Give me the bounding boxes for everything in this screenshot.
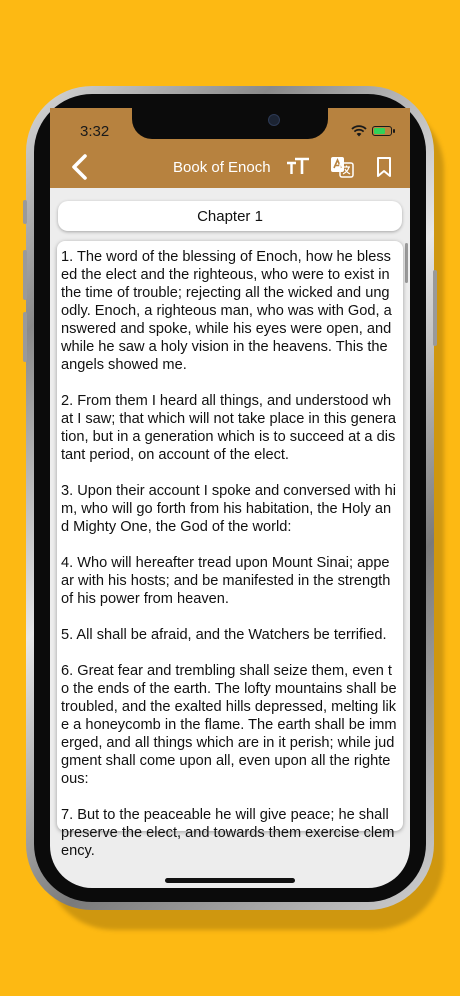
scrollbar[interactable]	[405, 243, 408, 283]
verse-1: 1. The word of the blessing of Enoch, how he blessed the elect and the righteous, who were to exist in the time of trouble; rejecting all the wicked and ungodly. Enoch, a righteous man, who was with God, answered and spoke, while his eyes were open, and while he saw a holy vision in the heavens. This the angels showed me.	[61, 249, 392, 373]
translate-icon[interactable]	[330, 156, 354, 178]
nav-bar	[50, 108, 410, 188]
volume-up-button	[23, 250, 27, 300]
verse-3: 3. Upon their account I spoke and conversed with him, who will go forth from his habitation, the Holy and Mighty One, the God of the world:	[61, 483, 397, 535]
page-title: Book of Enoch	[173, 159, 271, 176]
volume-down-button	[23, 312, 27, 362]
verse-4: 4. Who will hereafter tread upon Mount Sinai; appear with his hosts; and be manifested in the strength of his power from heaven.	[61, 555, 391, 607]
status-icons	[351, 125, 392, 137]
bookmark-icon[interactable]	[372, 156, 396, 178]
front-camera	[268, 114, 280, 126]
chapter-header	[58, 201, 402, 231]
notch	[132, 108, 328, 139]
verse-5: 5. All shall be afraid, and the Watchers be terrified.	[61, 627, 387, 643]
app-screen	[50, 108, 410, 888]
verse-2: 2. From them I heard all things, and understood what I saw; that which will not take place in this generation, but in a generation which is to succeed at a distant period, on account of the elect.	[61, 393, 397, 463]
home-indicator[interactable]	[165, 878, 295, 883]
text-size-icon[interactable]	[286, 156, 310, 178]
mute-switch	[23, 200, 27, 224]
chapter-text-panel[interactable]	[57, 241, 403, 859]
battery-icon	[372, 126, 392, 136]
back-chevron-icon[interactable]	[66, 152, 92, 182]
chapter-title: Chapter 1	[197, 207, 263, 225]
power-button	[433, 270, 437, 346]
status-time: 3:32	[80, 123, 110, 140]
verse-7: 7. But to the peaceable he will give peace; he shall preserve the elect, and towards them exercise clemency.	[61, 807, 395, 859]
wifi-icon	[351, 125, 367, 137]
verse-6: 6. Great fear and trembling shall seize them, even to the ends of the earth. The lofty mountains shall be troubled, and the exalted hills depressed, melting like a honeycomb in the flame. The earth shall be immerged, and all things which are in it perish; while judgment shall come upon all, even upon all the righteous:	[61, 663, 397, 787]
verse-list	[57, 241, 403, 860]
